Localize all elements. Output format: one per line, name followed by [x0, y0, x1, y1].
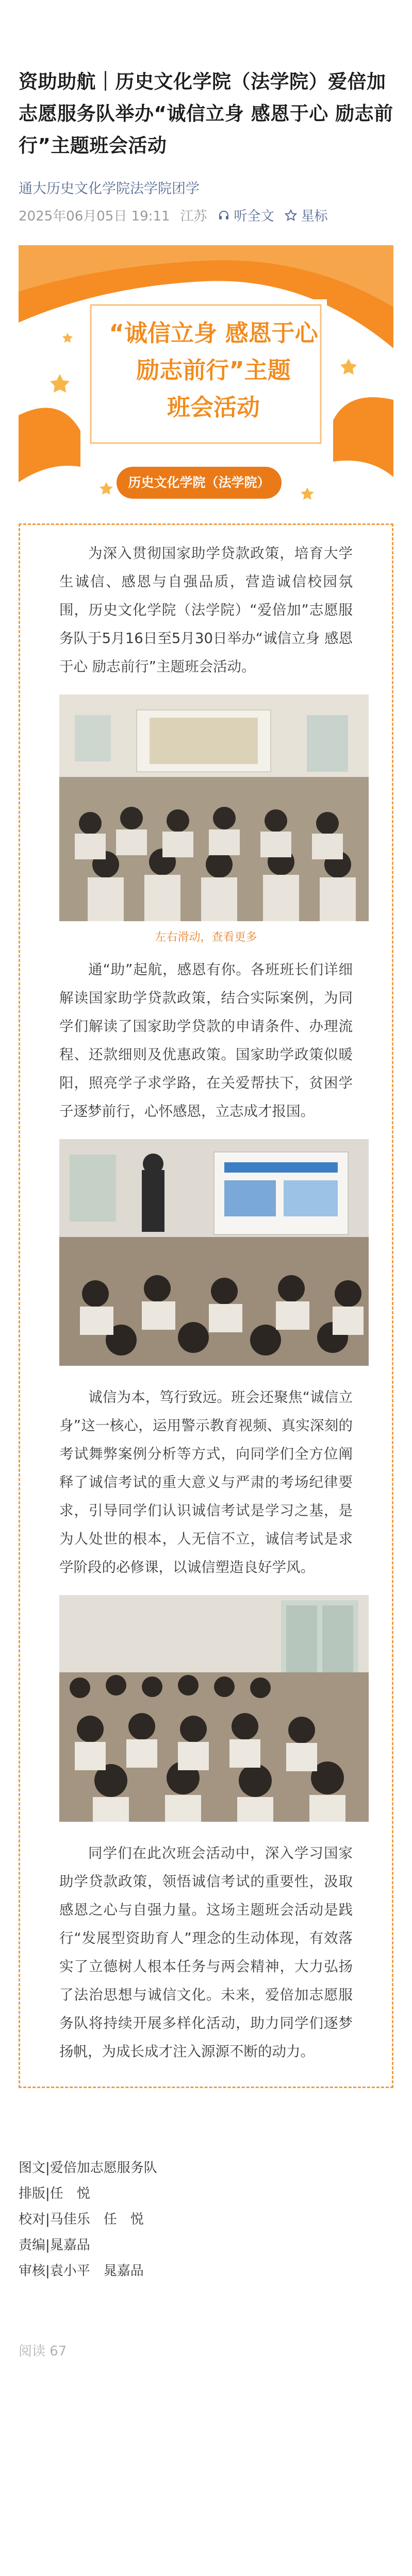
paragraph-4: 同学们在此次班会活动中，深入学习国家助学贷款政策，领悟诚信考试的重要性，汲取感恩之心与自强力量。这场主题班会活动是践行“发展型资助育人”理念的生动体现，有效落实了立德树人根本任务与两会精神，大力弘扬了法治思想与诚信文化。未来，爱倍加志愿服务队将持续开展多样化活动，助力同学们逐梦扬帆，为成长成才注入源源不断的动力。 — [59, 1845, 353, 2060]
read-count: 阅读 67 — [19, 2344, 67, 2359]
banner-line-1: “诚信立身 感恩于心 — [109, 319, 318, 347]
headphones-icon — [218, 209, 230, 222]
publish-location: 江苏 — [180, 209, 207, 224]
paragraph-3: 诚信为本，笃行致远。班会还聚焦“诚信立身”这一核心，运用警示教育视频、真实深刻的考试舞弊案例分析等方式，向同学们全方位阐释了诚信考试的重大意义与严肃的考场纪律要求，引导同学们认识诚信考试是学习之基，是为人处世的根本，人无信不立，诚信考试是求学阶段的必修课，以诚信塑造良好学风。 — [59, 1389, 353, 1575]
classroom-photo-3[interactable] — [59, 1595, 369, 1822]
credit-line: 图文|爱倍加志愿服务队 — [19, 2160, 157, 2176]
banner-line-2: 励志前行”主题 — [136, 357, 291, 384]
article-body — [19, 523, 393, 2088]
paragraph-2: 通“助”起航，感恩有你。各班班长们详细解读国家助学贷款政策，结合实际案例，为同学们解读了国家助学贷款的申请条件、办理流程、还款细则及优惠政策。国家助学政策似暖阳，照亮学子求学路，在关爱帮扶下，贫困学子逐梦前行，心怀感恩，立志成才报国。 — [59, 961, 353, 1120]
credit-line: 审核|袁小平 晁嘉品 — [19, 2263, 144, 2279]
article-title: 资助助航｜历史文化学院（法学院）爱倍加志愿服务队举办“诚信立身 感恩于心 励志前行”主题班会活动 — [19, 71, 393, 157]
banner-tag: 历史文化学院（法学院） — [117, 467, 282, 499]
credits-block — [19, 2155, 393, 2284]
spacer — [59, 1366, 353, 1383]
banner-headline — [85, 315, 342, 426]
star-label: 星标 — [301, 209, 328, 224]
classroom-photo-2[interactable] — [59, 1139, 369, 1366]
classroom-photo-1[interactable] — [59, 694, 369, 921]
star-icon — [285, 209, 297, 222]
article-meta — [19, 206, 393, 225]
banner-image — [19, 245, 393, 513]
star-button[interactable] — [285, 206, 328, 225]
credit-line: 责编|晁嘉品 — [19, 2238, 90, 2253]
slide-hint: 左右滑动，查看更多 — [155, 931, 257, 944]
paragraph-1: 为深入贯彻国家助学贷款政策，培育大学生诚信、感恩与自强品质，营造诚信校园氛围，历史文化学院（法学院）“爱倍加”志愿服务队于5月16日至5月30日举办“诚信立身 感恩于心 励志前行”主题班会活动。 — [59, 545, 353, 675]
banner-line-3: 班会活动 — [167, 394, 260, 421]
credit-line: 排版|任 悦 — [19, 2186, 90, 2201]
spacer — [59, 1822, 353, 1839]
publish-date: 2025年06月05日 19:11 — [19, 209, 170, 224]
credit-line: 校对|马佳乐 任 悦 — [19, 2212, 144, 2227]
listen-button[interactable] — [218, 206, 274, 225]
listen-label: 听全文 — [234, 209, 274, 224]
account-name-link[interactable]: 通大历史文化学院法学院团学 — [19, 181, 200, 197]
